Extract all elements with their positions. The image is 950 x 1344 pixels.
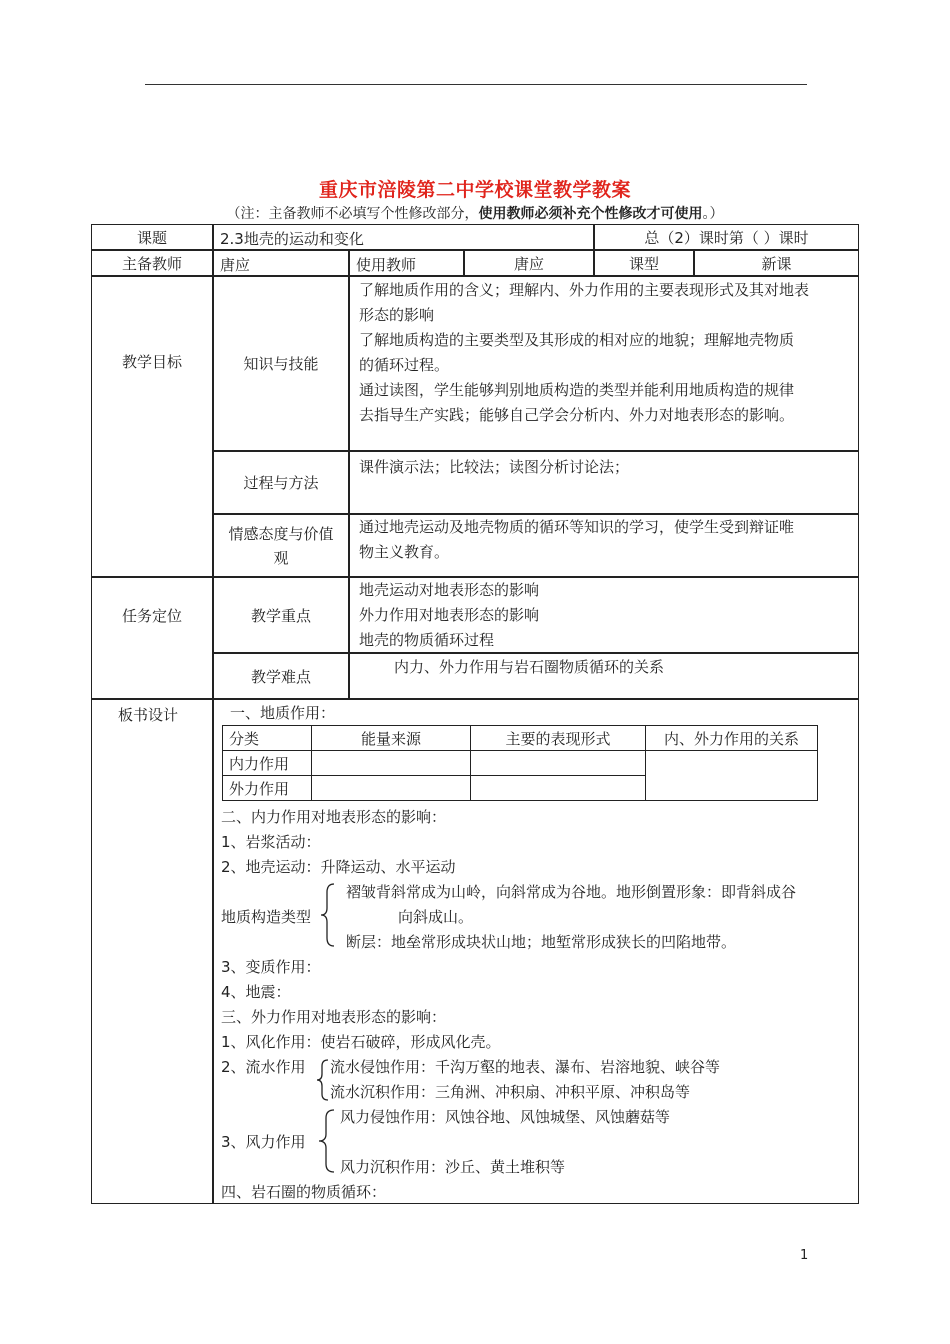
curly-brace-icon — [318, 1108, 336, 1174]
water-deposit: 流水沉积作用：三角洲、冲积扇、冲积平原、冲积岛等 — [330, 1083, 691, 1101]
key-points-content — [349, 577, 859, 653]
table-header: 能量来源 — [312, 726, 471, 751]
table-row — [223, 751, 818, 776]
table-cell — [471, 776, 646, 801]
board-item: 1、风化作用：使岩石破碎，形成风化壳。 — [221, 1033, 501, 1051]
table-row-label: 外力作用 — [223, 776, 312, 801]
table-cell — [646, 751, 818, 801]
note-plain: （注：主备教师不必填写个性修改部分， — [226, 206, 479, 222]
wind-erosion: 风力侵蚀作用：风蚀谷地、风蚀城堡、风蚀蘑菇等 — [340, 1108, 671, 1126]
water-action-label: 2、流水作用 — [221, 1058, 306, 1076]
board-item: 1、岩浆活动： — [221, 833, 321, 851]
knowledge-line: 了解地质作用的含义；理解内、外力作用的主要表现形式及其对地表 — [359, 281, 810, 299]
board-section-3: 三、外力作用对地表形态的影响： — [221, 1008, 447, 1026]
knowledge-line: 去指导生产实践；能够自己学会分析内、外力对地表形态的影响。 — [359, 406, 795, 424]
process-content: 课件演示法；比较法；读图分析讨论法； — [349, 451, 859, 514]
table-cell — [471, 751, 646, 776]
fault-line: 断层：地垒常形成块状山地；地堑常形成狭长的凹陷地带。 — [346, 933, 737, 951]
emotion-content — [349, 514, 859, 577]
key-points-label: 教学重点 — [213, 577, 349, 653]
water-erosion: 流水侵蚀作用：千沟万壑的地表、瀑布、岩溶地貌、峡谷等 — [330, 1058, 721, 1076]
knowledge-line: 通过读图，学生能够判别地质构造的类型并能利用地质构造的规律 — [359, 381, 795, 399]
knowledge-line: 形态的影响 — [359, 306, 435, 324]
note-end: 。） — [702, 206, 724, 222]
board-label: 板书设计 — [91, 699, 213, 1204]
board-section-4: 四、岩石圈的物质循环： — [221, 1183, 387, 1201]
emotion-line: 物主义教育。 — [359, 543, 450, 561]
page-number: 1 — [800, 1248, 809, 1263]
fold-line-1: 褶皱背斜常成为山岭，向斜常成为谷地。地形倒置形象：即背斜成谷 — [346, 883, 797, 901]
fold-line-2: 向斜成山。 — [398, 908, 474, 926]
emotion-label — [213, 514, 349, 577]
using-teacher-label: 使用教师 — [349, 250, 464, 276]
table-header: 主要的表现形式 — [471, 726, 646, 751]
structure-label: 地质构造类型 — [221, 908, 312, 926]
knowledge-line: 了解地质构造的主要类型及其形成的相对应的地貌；理解地壳物质 — [359, 331, 795, 349]
emotion-line: 通过地壳运动及地壳物质的循环等知识的学习，使学生受到辩证唯 — [359, 518, 795, 536]
wind-deposit: 风力沉积作用：沙丘、黄土堆积等 — [340, 1158, 566, 1176]
main-teacher-value: 唐应 — [213, 250, 349, 276]
table-header: 内、外力作用的关系 — [646, 726, 818, 751]
difficult-points-content: 内力、外力作用与岩石圈物质循环的关系 — [349, 653, 859, 699]
knowledge-content — [349, 276, 859, 451]
goals-label-cell — [91, 276, 213, 577]
key-point: 外力作用对地表形态的影响 — [359, 606, 540, 624]
task-label-cell — [91, 577, 213, 699]
goals-label: 教学目标 — [121, 353, 182, 371]
key-point: 地壳运动对地表形态的影响 — [359, 581, 540, 599]
topic-label: 课题 — [91, 224, 213, 250]
process-label: 过程与方法 — [213, 451, 349, 514]
using-teacher-value: 唐应 — [464, 250, 594, 276]
lesson-type-label: 课型 — [594, 250, 694, 276]
board-item: 3、变质作用： — [221, 958, 321, 976]
document-title: 重庆市涪陵第二中学校课堂教学教案 — [318, 179, 631, 201]
table-cell — [312, 751, 471, 776]
topic-value: 2.3地壳的运动和变化 — [213, 224, 594, 250]
curly-brace-icon — [320, 882, 336, 948]
board-section-2: 二、内力作用对地表形态的影响： — [221, 808, 447, 826]
wind-action-label: 3、风力作用 — [221, 1133, 306, 1151]
table-header: 分类 — [223, 726, 312, 751]
board-item: 4、地震： — [221, 983, 291, 1001]
lesson-hours: 总（2）课时第（ ）课时 — [594, 224, 859, 250]
difficult-points-label: 教学难点 — [213, 653, 349, 699]
curly-brace-icon — [316, 1058, 330, 1102]
table-header-row — [223, 726, 818, 751]
header-rule — [145, 84, 807, 85]
board-item: 2、地壳运动：升降运动、水平运动 — [221, 858, 456, 876]
knowledge-label: 知识与技能 — [213, 276, 349, 451]
knowledge-line: 的循环过程。 — [359, 356, 450, 374]
emotion-label-line2: 观 — [273, 548, 289, 567]
emotion-label-line1: 情感态度与价值 — [228, 524, 334, 543]
note-bold: 使用教师必须补充个性修改才可使用 — [478, 206, 703, 222]
board-section-1: 一、地质作用： — [230, 704, 336, 722]
table-cell — [312, 776, 471, 801]
lesson-type-value: 新课 — [694, 250, 859, 276]
geologic-action-table — [222, 725, 818, 801]
usage-note — [0, 203, 950, 223]
task-label: 任务定位 — [121, 606, 182, 625]
table-row-label: 内力作用 — [223, 751, 312, 776]
key-point: 地壳的物质循环过程 — [359, 631, 495, 649]
main-teacher-label: 主备教师 — [91, 250, 213, 276]
